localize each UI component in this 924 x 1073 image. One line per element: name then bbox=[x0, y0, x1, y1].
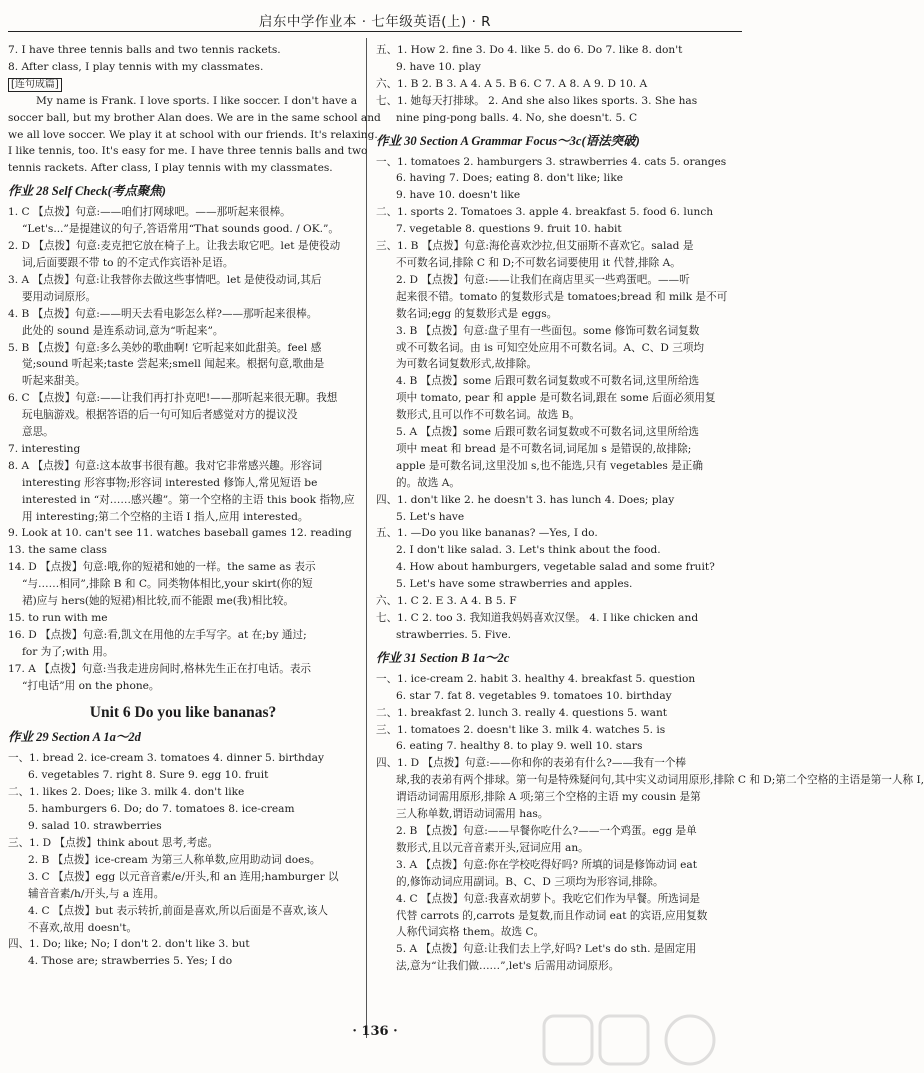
answer-line: nine ping-pong balls. 4. No, she doesn't. 5. C bbox=[396, 111, 638, 124]
answer-line: 六、1. B 2. B 3. A 4. A 5. B 6. C 7. A 8. A 9. D 10. A bbox=[376, 77, 648, 90]
answer-line: 的,修饰动词应用副词。B、C、D 三项均为形容词,排除。 bbox=[396, 875, 664, 888]
answer-line: 6. star 7. fat 8. vegetables 9. tomatoes 10. birthday bbox=[396, 689, 672, 702]
section-28-body bbox=[8, 204, 358, 694]
answer-line: 为可数名词复数形式,故排除。 bbox=[396, 358, 538, 371]
header-rule bbox=[8, 31, 742, 32]
answer-line: 5. B 【点拨】句意:多么美妙的歌曲啊! 它听起来如此甜美。feel 感 bbox=[8, 341, 322, 354]
answer-line: 四、1. D 【点拨】句意:——你和你的表弟有什么?——我有一个棒 bbox=[376, 757, 687, 770]
section-heading-28: 作业 28 Self Check(考点聚焦) bbox=[8, 184, 166, 199]
answer-line: 三人称单数,谓语动词需用 has。 bbox=[396, 808, 549, 821]
answer-line: 6. C 【点拨】句意:——让我们再打扑克吧!——那听起来很无聊。我想 bbox=[8, 392, 338, 405]
answer-line: 项中 meat 和 bread 是不可数名词,词尾加 s 是错误的,故排除; bbox=[396, 442, 692, 455]
answer-line: 6. vegetables 7. right 8. Sure 9. egg 10. fruit bbox=[28, 769, 269, 782]
answer-line: 3. A 【点拨】句意:让我替你去做这些事情吧。let 是使役动词,其后 bbox=[8, 273, 322, 286]
left-column bbox=[8, 42, 381, 970]
passage-line: My name is Frank. I love sports. I like soccer. I don't have a bbox=[36, 94, 358, 107]
answer-line: 9. Look at 10. can't see 11. watches baseball games 12. reading bbox=[8, 527, 352, 540]
answer-line: 5. A 【点拨】some 后跟可数名词复数或不可数名词,这里所给选 bbox=[396, 426, 700, 439]
answer-line: 4. B 【点拨】some 后跟可数名词复数或不可数名词,这里所给选 bbox=[396, 375, 700, 388]
answer-line: 人称代词宾格 them。故选 C。 bbox=[396, 926, 545, 939]
answer-line: 5. Let's have some strawberries and apples. bbox=[396, 578, 633, 591]
answer-line: 球,我的表弟有两个排球。第一句是特殊疑问句,其中实义动词用原形,排除 C 和 D;第二个空格的主语是第一人称 I, bbox=[396, 774, 924, 787]
answer-line: 2. D 【点拨】句意:——让我们在商店里买一些鸡蛋吧。——听 bbox=[396, 273, 690, 286]
answer-line: 觉;sound 听起来;taste 尝起来;smell 闻起来。根据句意,歌曲是 bbox=[22, 358, 325, 371]
answer-line: 数形式,且可以作不可数名词。故选 B。 bbox=[396, 409, 581, 422]
answer-line: 3. B 【点拨】句意:盘子里有一些面包。some 修饰可数名词复数 bbox=[396, 324, 700, 337]
answer-line: 不可数名词,排除 C 和 D;不可数名词要使用 it 代替,排除 A。 bbox=[396, 256, 681, 269]
answer-line: 一、1. ice-cream 2. habit 3. healthy 4. breakfast 5. question bbox=[376, 672, 696, 685]
answer-line: 4. Those are; strawberries 5. Yes; I do bbox=[28, 955, 233, 968]
unit-title: Unit 6 Do you like bananas? bbox=[89, 703, 277, 721]
answer-line: 或不可数名词。由 is 可知空处应用不可数名词。A、C、D 三项均 bbox=[396, 341, 705, 354]
answer-line: 5. Let's have bbox=[396, 510, 465, 523]
answer-line: 2. I don't like salad. 3. Let's think about the food. bbox=[396, 544, 661, 557]
answer-line: 9. have 10. play bbox=[396, 60, 481, 73]
answer-line: 谓语动词需用原形,排除 A 项;第三个空格的主语 my cousin 是第 bbox=[396, 791, 701, 804]
watermark-logo-icon bbox=[540, 1010, 740, 1070]
answer-line: 四、1. Do; like; No; I don't 2. don't like 3. but bbox=[8, 938, 250, 951]
answer-line: 16. D 【点拨】句意:看,凯文在用他的左手写字。at 在;by 通过; bbox=[8, 628, 307, 641]
answer-line: 玩电脑游戏。根据答语的后一句可知后者感觉对方的提议没 bbox=[22, 409, 298, 422]
answer-line: 六、1. C 2. E 3. A 4. B 5. F bbox=[376, 595, 517, 608]
answer-line: 17. A 【点拨】句意:当我走进房间时,格林先生正在打电话。表示 bbox=[8, 662, 312, 675]
answer-line: 起来很不错。tomato 的复数形式是 tomatoes;bread 和 milk 是不可 bbox=[396, 290, 728, 303]
answer-line: 意思。 bbox=[22, 426, 54, 439]
passage-line: soccer ball, but my brother Alan does. We are in the same school and bbox=[8, 111, 381, 124]
answer-line: 6. having 7. Does; eating 8. don't like; like bbox=[396, 172, 624, 185]
section-heading-29: 作业 29 Section A 1a～2d bbox=[8, 730, 141, 745]
answer-line: apple 是可数名词,这里没加 s,也不能选,只有 vegetables 是正确 bbox=[396, 459, 703, 472]
answer-line: 此处的 sound 是连系动词,意为“听起来”。 bbox=[22, 324, 224, 337]
answer-line: for 为了;with 用。 bbox=[22, 645, 114, 658]
answer-line: 数名词;egg 的复数形式是 eggs。 bbox=[396, 307, 558, 320]
section-30-body bbox=[376, 154, 738, 644]
answer-line: 14. D 【点拨】句意:哦,你的短裙和她的一样。the same as 表示 bbox=[8, 561, 316, 574]
answer-line: 三、1. tomatoes 2. doesn't like 3. milk 4. watches 5. is bbox=[376, 723, 666, 736]
answer-line: 的。故选 A。 bbox=[396, 476, 460, 489]
answer-line: 2. B 【点拨】句意:——早餐你吃什么?——一个鸡蛋。egg 是单 bbox=[396, 824, 697, 837]
answer-line: 五、1. —Do you like bananas? —Yes, I do. bbox=[376, 527, 598, 540]
answer-line: 7. interesting bbox=[8, 442, 81, 455]
answer-line: 词,后面要跟不带 to 的不定式作宾语补足语。 bbox=[22, 256, 234, 269]
answer-line: 用 interesting;第二个空格的主语 I 指人,应用 interested。 bbox=[22, 510, 309, 523]
answer-line: 四、1. don't like 2. he doesn't 3. has lunch 4. Does; play bbox=[376, 493, 675, 506]
section-29-body bbox=[8, 750, 358, 970]
answer-line: 9. salad 10. strawberries bbox=[28, 820, 162, 833]
page-number: · 136 · bbox=[352, 1024, 398, 1039]
answer-line: 七、1. 她每天打排球。 2. And she also likes sports. 3. She has bbox=[376, 94, 698, 107]
answer-line: 五、1. How 2. fine 3. Do 4. like 5. do 6. Do 7. like 8. don't bbox=[376, 44, 683, 56]
answer-line: 6. eating 7. healthy 8. to play 9. well 10. stars bbox=[396, 740, 643, 753]
page-header bbox=[0, 0, 750, 34]
answer-line: 4. C 【点拨】but 表示转折,前面是喜欢,所以后面是不喜欢,该人 bbox=[28, 904, 328, 917]
answer-line: 4. C 【点拨】句意:我喜欢胡萝卜。我吃它们作为早餐。所选词是 bbox=[396, 892, 700, 905]
lianju-tag: [连句成篇] bbox=[8, 76, 358, 93]
answer-line: 一、1. tomatoes 2. hamburgers 3. strawberries 4. cats 5. oranges bbox=[376, 155, 727, 168]
answer-line: 5. hamburgers 6. Do; do 7. tomatoes 8. ice-cream bbox=[28, 803, 295, 816]
answer-line: 2. B 【点拨】ice-cream 为第三人称单数,应用助动词 does。 bbox=[28, 853, 321, 866]
answer-line: strawberries. 5. Five. bbox=[396, 628, 511, 641]
answer-line: 2. D 【点拨】句意:麦克把它放在椅子上。让我去取它吧。let 是使役动 bbox=[8, 240, 341, 253]
answer-line: 七、1. C 2. too 3. 我知道我妈妈喜欢汉堡。 4. I like chicken and bbox=[376, 612, 699, 624]
answer-line: 不喜欢,故用 doesn't。 bbox=[28, 921, 138, 934]
answer-line: 4. B 【点拨】句意:——明天去看电影怎么样?——那听起来很棒。 bbox=[8, 307, 318, 320]
column-divider bbox=[366, 38, 367, 1038]
header-title: 启东中学作业本 · 七年级英语(上) · R bbox=[258, 14, 492, 30]
answer-line: 二、1. likes 2. Does; like 3. milk 4. don't like bbox=[8, 786, 245, 799]
right-column bbox=[376, 42, 924, 975]
answer-line: 1. C 【点拨】句意:——咱们打网球吧。——那听起来很棒。 bbox=[8, 206, 291, 219]
answer-line: 辅音音素/h/开头,与 a 连用。 bbox=[28, 887, 165, 900]
answer-line: 二、1. sports 2. Tomatoes 3. apple 4. breakfast 5. food 6. lunch bbox=[376, 206, 714, 219]
answer-line: 13. the same class bbox=[8, 544, 107, 557]
answer-line: 三、1. B 【点拨】句意:海伦喜欢沙拉,但艾丽斯不喜欢它。salad 是 bbox=[376, 240, 694, 253]
answer-line: 代替 carrots 的,carrots 是复数,而且作动词 eat 的宾语,应用复数 bbox=[396, 909, 708, 922]
answer-line: 9. have 10. doesn't like bbox=[396, 189, 521, 202]
answer-line: 3. C 【点拨】egg 以元音音素/e/开头,和 an 连用;hamburger 以 bbox=[28, 870, 339, 883]
answer-line: “与……相同”,排除 B 和 C。同类物体相比,your skirt(你的短 bbox=[22, 578, 313, 591]
answer-line: “打电话”用 on the phone。 bbox=[22, 679, 160, 692]
answer-line: 7. I have three tennis balls and two tennis rackets. bbox=[8, 44, 281, 56]
passage-line: tennis rackets. After class, I play tennis with my classmates. bbox=[8, 162, 333, 175]
section-heading-30: 作业 30 Section A Grammar Focus～3c(语法突破) bbox=[376, 133, 640, 148]
answer-line: 8. A 【点拨】句意:这本故事书很有趣。我对它非常感兴趣。形容词 bbox=[8, 459, 323, 472]
answer-line: 4. How about hamburgers, vegetable salad and some fruit? bbox=[396, 561, 715, 574]
answer-line: 3. A 【点拨】句意:你在学校吃得好吗? 所填的词是修饰动词 eat bbox=[396, 858, 697, 871]
answer-line: “Let's...”是提建议的句子,答语常用“That sounds good. / OK.”。 bbox=[22, 223, 339, 236]
section-heading-31: 作业 31 Section B 1a～2c bbox=[376, 650, 510, 665]
answer-line: 裙)应与 hers(她的短裙)相比较,而不能跟 me(我)相比较。 bbox=[22, 595, 294, 608]
answer-line: 数形式,且以元音音素开头,冠词应用 an。 bbox=[396, 841, 589, 854]
answer-line: 二、1. breakfast 2. lunch 3. really 4. questions 5. want bbox=[376, 706, 668, 719]
answer-line: interesting 形容事物;形容词 interested 修饰人,常见短语 be bbox=[22, 476, 318, 489]
answer-line: 15. to run with me bbox=[8, 612, 108, 624]
answer-line: 三、1. D 【点拨】think about 思考,考虑。 bbox=[8, 836, 219, 849]
answer-line: 项中 tomato, pear 和 apple 是可数名词,跟在 some 后面必须用复 bbox=[396, 392, 716, 405]
answer-line: 要用动词原形。 bbox=[22, 290, 97, 303]
right-top-body bbox=[376, 42, 738, 127]
answer-line: 法,意为“让我们做……”,let's 后需用动词原形。 bbox=[396, 960, 620, 973]
answer-line: 5. A 【点拨】句意:让我们去上学,好吗? Let's do sth. 是固定用 bbox=[396, 943, 697, 956]
passage-line: we all love soccer. We play it at school with our friends. It's relaxing. bbox=[8, 128, 378, 141]
answer-line: 一、1. bread 2. ice-cream 3. tomatoes 4. dinner 5. birthday bbox=[8, 752, 324, 765]
answer-line: 听起来甜美。 bbox=[22, 375, 86, 388]
section-31-body bbox=[376, 671, 924, 975]
answer-line: 7. vegetable 8. questions 9. fruit 10. habit bbox=[396, 223, 622, 236]
passage-line: I like tennis, too. It's easy for me. I have three tennis balls and two bbox=[8, 145, 368, 158]
answer-line: interested in “对……感兴趣”。第一个空格的主语 this book 指物,应 bbox=[22, 493, 355, 506]
answer-line: 8. After class, I play tennis with my classmates. bbox=[8, 60, 264, 73]
